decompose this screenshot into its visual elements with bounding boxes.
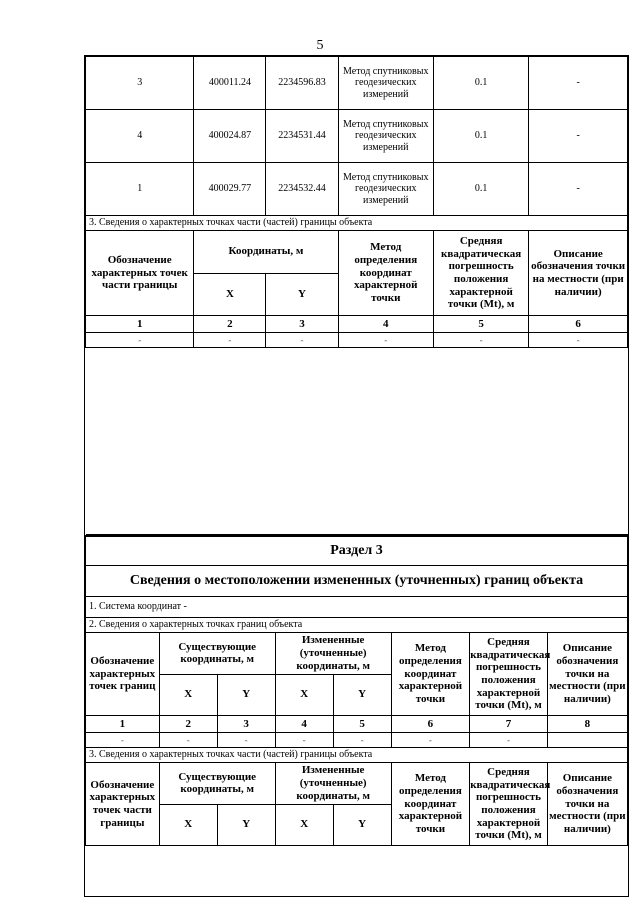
col-number: 4 bbox=[338, 316, 433, 333]
col-number: 3 bbox=[266, 316, 338, 333]
table-row bbox=[86, 110, 628, 163]
col-number: 1 bbox=[86, 716, 160, 733]
header-y: Y bbox=[333, 804, 391, 846]
section-title: 3. Сведения о характерных точках части (частей) границы объекта bbox=[86, 216, 628, 231]
col-number: 6 bbox=[529, 316, 628, 333]
section-subtitle: Сведения о местоположении измененных (уточненных) границ объекта bbox=[86, 566, 628, 597]
header-method: Метод определения координат характерной точки bbox=[391, 633, 470, 716]
col-number: 5 bbox=[333, 716, 391, 733]
header-desc: Описание обозначения точки на местности (при наличии) bbox=[547, 633, 627, 716]
coord-y: 2234532.44 bbox=[266, 163, 338, 216]
point-number: 4 bbox=[86, 110, 194, 163]
header-y: Y bbox=[266, 273, 338, 316]
part-title: 3. Сведения о характерных точках части (частей) границы объекта bbox=[86, 748, 628, 763]
dash-cell: - bbox=[391, 733, 470, 748]
coord-x: 400011.24 bbox=[194, 57, 266, 110]
header-desc: Описание обозначения точки на местности (при наличии) bbox=[547, 763, 627, 846]
desc-cell: - bbox=[529, 163, 628, 216]
header-x: X bbox=[275, 804, 333, 846]
header-coords: Координаты, м bbox=[194, 231, 338, 274]
table-row bbox=[86, 57, 628, 110]
point-number: 1 bbox=[86, 163, 194, 216]
col-number: 5 bbox=[433, 316, 528, 333]
header-mt: Средняя квадратическая погрешность положения характерной точки (Mt), м bbox=[433, 231, 528, 316]
section-heading: Раздел 3 bbox=[86, 536, 628, 566]
header-mt: Средняя квадратическая погрешность положения характерной точки (Mt), м bbox=[470, 633, 548, 716]
coord-x: 400024.87 bbox=[194, 110, 266, 163]
method-cell: Метод спутниковых геодезических измерений bbox=[338, 163, 433, 216]
header-changed: Измененные (уточненные) координаты, м bbox=[275, 633, 391, 675]
col-number: 2 bbox=[194, 316, 266, 333]
points-table-continuation bbox=[85, 56, 628, 535]
dash-cell: - bbox=[275, 733, 333, 748]
mt-cell: 0.1 bbox=[433, 163, 528, 216]
header-existing: Существующие координаты, м bbox=[159, 633, 275, 675]
col-number: 7 bbox=[470, 716, 548, 733]
header-mt: Средняя квадратическая погрешность положения характерной точки (Mt), м bbox=[470, 763, 548, 846]
desc-cell: - bbox=[529, 57, 628, 110]
dash-cell: - bbox=[194, 333, 266, 348]
page-number: 5 bbox=[316, 38, 324, 53]
col-number: 8 bbox=[547, 716, 627, 733]
desc-cell: - bbox=[529, 110, 628, 163]
col-number: 1 bbox=[86, 316, 194, 333]
header-changed: Измененные (уточненные) координаты, м bbox=[275, 763, 391, 805]
dash-cell: - bbox=[529, 333, 628, 348]
points-title: 2. Сведения о характерных точках границ объекта bbox=[86, 618, 628, 633]
col-number: 6 bbox=[391, 716, 470, 733]
col-number: 3 bbox=[217, 716, 275, 733]
dash-cell: - bbox=[86, 733, 160, 748]
header-x: X bbox=[159, 804, 217, 846]
header-y: Y bbox=[217, 674, 275, 716]
header-x: X bbox=[159, 674, 217, 716]
header-designation: Обозначение характерных точек границ bbox=[86, 633, 160, 716]
header-x: X bbox=[194, 273, 266, 316]
col-number: 2 bbox=[159, 716, 217, 733]
dash-cell: - bbox=[333, 733, 391, 748]
coord-y: 2234531.44 bbox=[266, 110, 338, 163]
mt-cell: 0.1 bbox=[433, 57, 528, 110]
section-3-table bbox=[85, 535, 628, 846]
method-cell: Метод спутниковых геодезических измерений bbox=[338, 110, 433, 163]
dash-cell: - bbox=[159, 733, 217, 748]
point-number: 3 bbox=[86, 57, 194, 110]
header-designation-part: Обозначение характерных точек части границы bbox=[86, 763, 160, 846]
coord-y: 2234596.83 bbox=[266, 57, 338, 110]
dash-cell bbox=[547, 733, 627, 748]
coord-system-line: 1. Система координат - bbox=[86, 597, 628, 618]
header-existing: Существующие координаты, м bbox=[159, 763, 275, 805]
dash-cell: - bbox=[266, 333, 338, 348]
table-row bbox=[86, 163, 628, 216]
dash-cell: - bbox=[217, 733, 275, 748]
method-cell: Метод спутниковых геодезических измерений bbox=[338, 57, 433, 110]
coord-x: 400029.77 bbox=[194, 163, 266, 216]
mt-cell: 0.1 bbox=[433, 110, 528, 163]
dash-cell: - bbox=[86, 333, 194, 348]
dash-cell: - bbox=[470, 733, 548, 748]
dash-cell: - bbox=[338, 333, 433, 348]
document-frame bbox=[84, 55, 629, 897]
header-y: Y bbox=[217, 804, 275, 846]
header-x: X bbox=[275, 674, 333, 716]
header-method: Метод определения координат характерной точки bbox=[391, 763, 470, 846]
header-method: Метод определения координат характерной точки bbox=[338, 231, 433, 316]
col-number: 4 bbox=[275, 716, 333, 733]
dash-cell: - bbox=[433, 333, 528, 348]
header-designation: Обозначение характерных точек части границы bbox=[86, 231, 194, 316]
blank-area bbox=[86, 348, 628, 535]
header-y: Y bbox=[333, 674, 391, 716]
header-desc: Описание обозначения точки на местности (при наличии) bbox=[529, 231, 628, 316]
